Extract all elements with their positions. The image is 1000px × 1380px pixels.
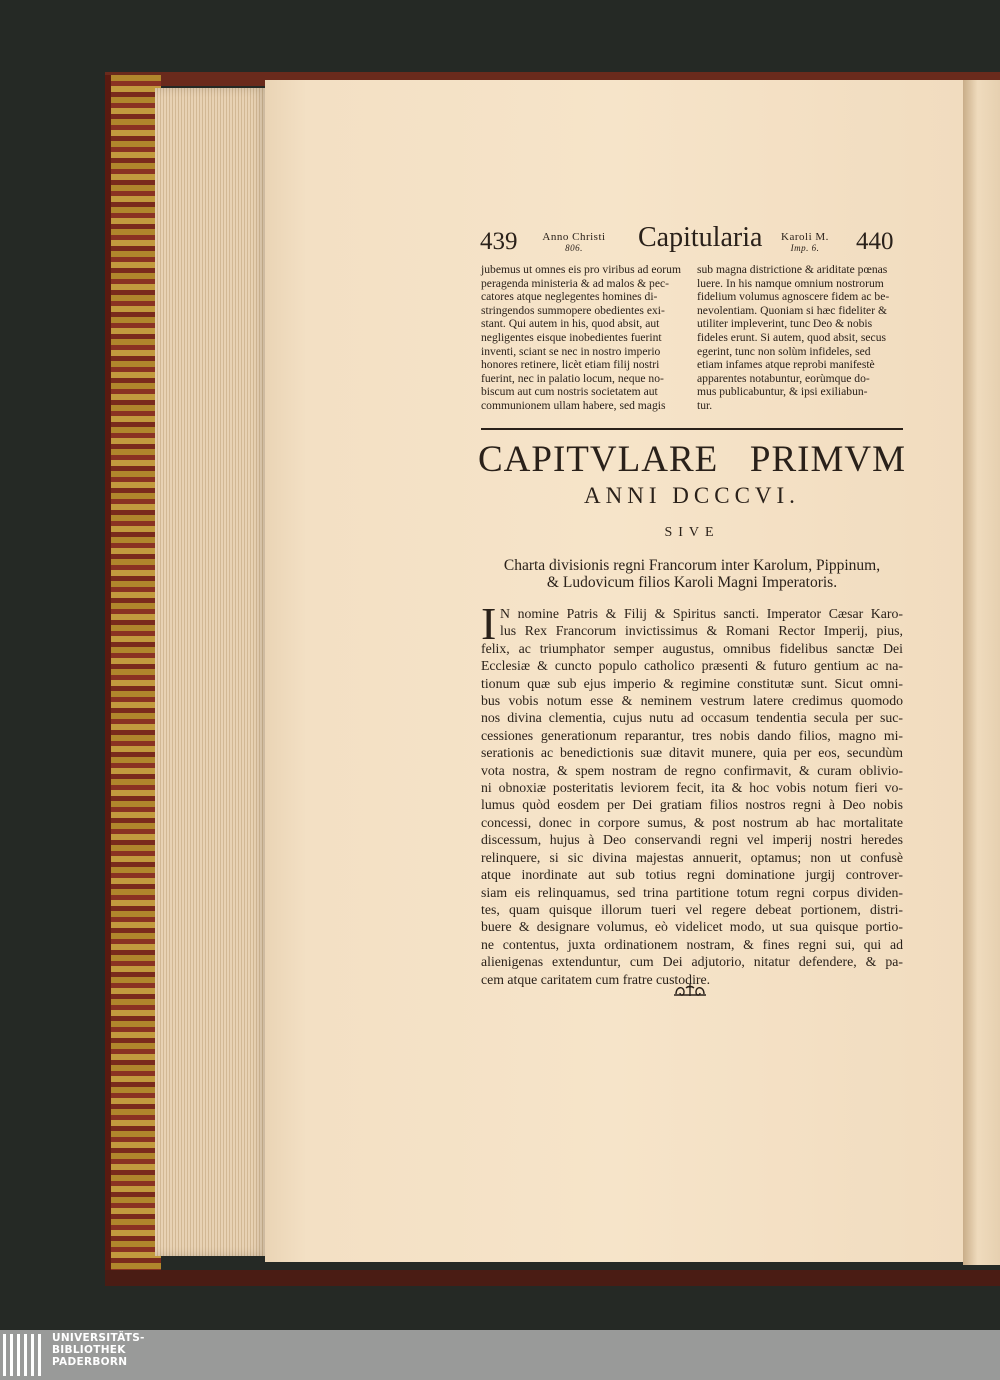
column-line: negligentes eisque inobedientes fuerint <box>481 330 662 344</box>
column-line: sub magna districtione & ariditate pœnas <box>697 263 888 276</box>
body-text <box>481 598 903 988</box>
logo-line: PADERBORN <box>52 1356 128 1368</box>
left-column <box>481 263 686 413</box>
column-line: peragenda ministeria & ad malos & pec- <box>481 276 670 290</box>
library-logo-icon <box>0 1332 48 1378</box>
column-line: inventi, sciant se nec in nostro imperio <box>481 344 661 358</box>
fleuron-ornament-icon <box>660 980 720 1000</box>
body-line: buere & designare volumus, eò videlicet modo, ut sua quisque portio- <box>481 919 903 935</box>
logo-line: UNIVERSITÄTS- <box>52 1332 145 1344</box>
karoli-label: Karoli M. <box>781 231 829 243</box>
body-line: lus Rex Francorum invictissimus & Romani Rector Imperij, pius, <box>500 623 903 639</box>
section-title: CAPITVLARE PRIMVM <box>478 439 906 480</box>
drop-capital: I <box>481 598 497 649</box>
page-number-right: 440 <box>856 228 894 255</box>
top-columns <box>481 263 903 412</box>
description-line: & Ludovicum filios Karoli Magni Imperatoris. <box>546 574 838 591</box>
body-line: nos divina clementia, cujus nutu ad occasum tendentia secula per suc- <box>481 710 903 726</box>
column-line: jubemus ut omnes eis pro viribus ad eorum <box>481 263 681 276</box>
column-line: fidelium volumus agnoscere fidem ac be- <box>697 290 890 304</box>
body-line: tionum quæ sub ejus imperio & regimine constitutæ sunt. Sicut omni- <box>481 675 903 691</box>
body-line: concessi, donec in corpore sumus, & post nostrum ab hac mortalitate <box>481 814 903 830</box>
section-sive: SIVE <box>664 525 720 540</box>
body-line: cessiones generationum reparantur, tres nobis dando filios, magno mi- <box>481 727 903 743</box>
body-line: atque inordinate aut sub totius regni dominatione jurgij controver- <box>481 867 903 883</box>
body-line: discessum, hujus à Deo conservandi regni vel imperij nostri heredes <box>481 832 903 848</box>
page-number-left: 439 <box>480 228 518 255</box>
body-line: bus vobis notum esse & neminem vestrum latere credimus quomodo <box>481 693 903 709</box>
anno-year: 806. <box>565 243 583 253</box>
body-line: N nomine Patris & Filij & Spiritus sancti. Imperator Cæsar Karo- <box>500 606 903 621</box>
column-line: utiliter impleverint, tunc Deo & nobis <box>697 317 873 331</box>
section-subtitle: ANNI DCCCVI. <box>584 483 800 508</box>
imp-label: Imp. 6. <box>790 243 820 253</box>
body-line: vota nostra, & spem nostram de regno confirmavit, & curam oblivio- <box>481 762 903 778</box>
right-column <box>697 263 902 413</box>
column-line: egerint, tunc non solùm infideles, sed <box>697 344 871 358</box>
body-line: siam eis relinquamus, sed trina partitione totum regni corpus dividen- <box>481 884 903 900</box>
column-line: apparentes notabuntur, eorùmque do- <box>697 371 870 385</box>
running-title: Capitularia <box>638 222 763 253</box>
column-line: fuerint, nec in palatio locum, neque no- <box>481 371 664 385</box>
column-line: stant. Qui autem in his, quod absit, aut <box>481 317 660 331</box>
body-line: felix, ac triumphator semper augustus, omnibus fidelibus sanctæ Dei <box>481 640 903 656</box>
page-header <box>480 222 904 262</box>
logo-line: BIBLIOTHEK <box>52 1344 126 1356</box>
column-line: mus publicabuntur, & ipsi exiliabun- <box>697 385 868 399</box>
column-line: fideles erunt. Si autem, quod absit, secus <box>697 330 887 344</box>
column-line: tur. <box>697 398 713 412</box>
facing-page-edge <box>963 80 1000 1265</box>
column-line: honores retinere, licèt etiam filij nostri <box>481 358 660 372</box>
body-line: tes, quam quisque illorum tueri vel regere debeat portionem, distri- <box>481 901 903 917</box>
page-block-edges <box>155 88 267 1256</box>
description-line: Charta divisionis regni Francorum inter Karolum, Pippinum, <box>503 557 881 574</box>
anno-label: Anno Christi <box>542 231 606 243</box>
column-line: etiam infames atque reprobi manifestè <box>697 358 875 372</box>
section-description <box>481 557 903 591</box>
book-cover-bottom <box>105 1270 1000 1286</box>
body-line: alienigenas extenduntur, cum Dei adjutorio, nitatur defendere, & pa- <box>481 954 903 970</box>
library-logo-text <box>52 1332 145 1368</box>
body-line: relinquere, si sic divina majestas annuerit, optamus; non ut confusè <box>481 849 903 865</box>
body-line: ne contentus, juxta ordinationem nostram, & fines regni sui, qui ad <box>481 936 903 952</box>
body-line: lumus quòd eosdem per Dei gratiam filios nostros regni à Deo nobis <box>481 797 903 813</box>
column-line: luere. In his namque omnium nostrorum <box>697 276 884 290</box>
karoli-label-group <box>770 231 840 253</box>
section-divider <box>481 428 903 430</box>
column-line: communionem ullam habere, sed magis <box>481 398 666 412</box>
body-line: Ecclesiæ & cuncto populo catholico præsenti & futuro gentium ac na- <box>481 658 903 674</box>
body-line: serationis ac benedictionis suæ ditavit munere, quia per eos, secundùm <box>481 745 903 761</box>
body-line: ni obnoxiæ posteritatis leviorem fecit, ita & hoc vobis notum fieri vo- <box>481 780 903 796</box>
column-line: stringendos summopere obedientes exi- <box>481 303 665 317</box>
column-line: catores atque neglegentes homines di- <box>481 290 658 304</box>
library-footer-bar <box>0 1330 1000 1380</box>
body-line: cem atque caritatem cum fratre custodire. <box>481 971 711 987</box>
anno-christi <box>534 231 614 253</box>
column-line: nevolentiam. Quoniam si hæc fideliter & <box>697 303 887 317</box>
column-line: biscum aut cum nostris societatem aut <box>481 385 658 399</box>
book-cover-marbled-edge <box>105 75 161 1285</box>
